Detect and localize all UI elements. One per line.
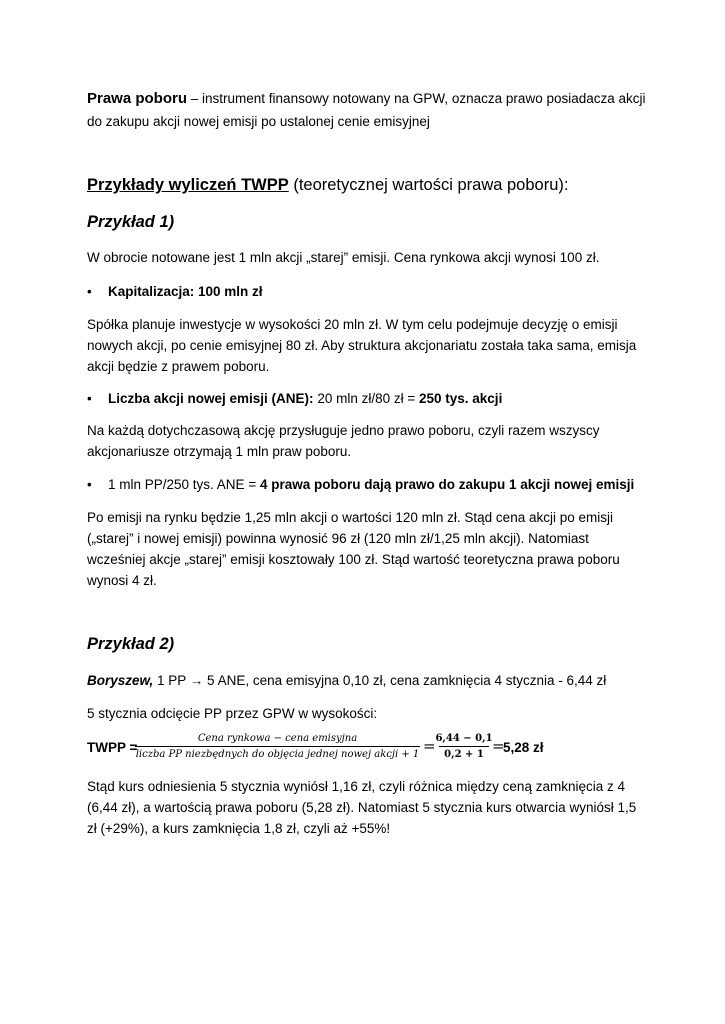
bullet2-end: 250 tys. akcji	[419, 391, 503, 406]
example1-heading: Przykład 1)	[87, 213, 175, 231]
example2-line2: 5 stycznia odcięcie PP przez GPW w wysokości:	[87, 706, 378, 721]
example2-para-line2: (6,44 zł), a wartością prawa poboru (5,28 zł). Natomiast 5 stycznia kurs otwarcia wyniósł 1,5	[87, 800, 637, 815]
section-heading	[87, 175, 647, 196]
example1-para2-line2: nowych akcji, po cenie emisyjnej 80 zł. Aby struktura akcjonariatu została taka sama, emisja	[87, 338, 637, 353]
section-heading-rest: (teoretycznej wartości prawa poboru):	[288, 176, 569, 194]
example2-para-line3: zł (+29%), a kurs zamknięcia 1,8 zł, czyli aż +55%!	[87, 821, 391, 836]
formula-result: 5,28 zł	[503, 740, 544, 755]
intro-definition-line1: – instrument finansowy notowany na GPW, oznacza prawo posiadacza akcji	[187, 91, 646, 106]
bullet2-text	[108, 388, 648, 409]
formula-denominator: liczba PP niezbędnych do objęcia jednej nowej akcji + 1	[135, 749, 420, 760]
example1-para2-line1: Spółka planuje inwestycje w wysokości 20 mln zł. W tym celu podejmuje decyzję o emisji	[87, 317, 618, 332]
bullet-dot: •	[87, 284, 92, 299]
twpp-formula	[87, 732, 647, 768]
example2-para-line1: Stąd kurs odniesienia 5 stycznia wyniósł 1,16 zł, czyli różnica między ceną zamknięcia z 4	[87, 779, 625, 794]
example1-para4-line4: wynosi 4 zł.	[87, 573, 157, 588]
formula-equals-1: =	[423, 737, 436, 755]
example1-para3-line2: akcjonariusze otrzymają 1 mln praw poboru.	[87, 444, 352, 459]
bullet-dot: •	[87, 477, 92, 492]
company-name: Boryszew,	[87, 673, 154, 688]
example1-para1: W obrocie notowane jest 1 mln akcji „starej” emisji. Cena rynkowa akcji wynosi 100 zł.	[87, 250, 600, 265]
example1-para4-line1: Po emisji na rynku będzie 1,25 mln akcji o wartości 120 mln zł. Stąd cena akcji po emisji	[87, 510, 613, 525]
intro-definition-line2: do zakupu akcji nowej emisji po ustalonej cenie emisyjnej	[87, 114, 430, 129]
example1-para4-line2: („starej” i nowej emisji) powinna wynosić 96 zł (120 mln zł/1,25 mln akcji). Natomiast	[87, 531, 589, 546]
bullet2-bold: Liczba akcji nowej emisji (ANE):	[108, 391, 314, 406]
intro-term: Prawa poboru	[87, 90, 188, 107]
example2-line1	[87, 670, 647, 691]
example1-para3-line1: Na każdą dotychczasową akcję przysługuje jedno prawo poboru, czyli razem wszyscy	[87, 423, 600, 438]
bullet-dot: •	[87, 391, 92, 406]
bullet2-mid: 20 mln zł/80 zł =	[313, 391, 419, 406]
formula-label: TWPP =	[87, 740, 138, 755]
formula-equals-2: =	[492, 737, 505, 755]
bullet3-text	[108, 474, 648, 495]
formula-fraction-general	[135, 733, 420, 760]
formula-fraction-values	[435, 733, 493, 760]
example1-para4-line3: wcześniej akcje „starej” emisji kosztowały 100 zł. Stąd wartość teoretyczna prawa poboru	[87, 552, 620, 567]
intro-paragraph	[87, 88, 647, 109]
example2-line1-rest: 1 PP → 5 ANE, cena emisyjna 0,10 zł, cena zamknięcia 4 stycznia - 6,44 zł	[153, 673, 607, 688]
formula-numerator: Cena rynkowa − cena emisyjna	[197, 733, 358, 744]
section-heading-underlined: Przykłady wyliczeń TWPP	[87, 176, 289, 194]
example1-para2-line3: akcji będzie z prawem poboru.	[87, 359, 270, 374]
bullet3-bold: 4 prawa poboru dają prawo do zakupu 1 akcji nowej emisji	[259, 477, 635, 492]
formula-numerator-values: 6,44 − 0,1	[435, 733, 493, 744]
bullet1-text: Kapitalizacja: 100 mln zł	[108, 284, 263, 299]
formula-denominator-values: 0,2 + 1	[444, 749, 484, 760]
bullet3-plain: 1 mln PP/250 tys. ANE =	[108, 477, 260, 492]
example2-heading: Przykład 2)	[87, 635, 175, 653]
